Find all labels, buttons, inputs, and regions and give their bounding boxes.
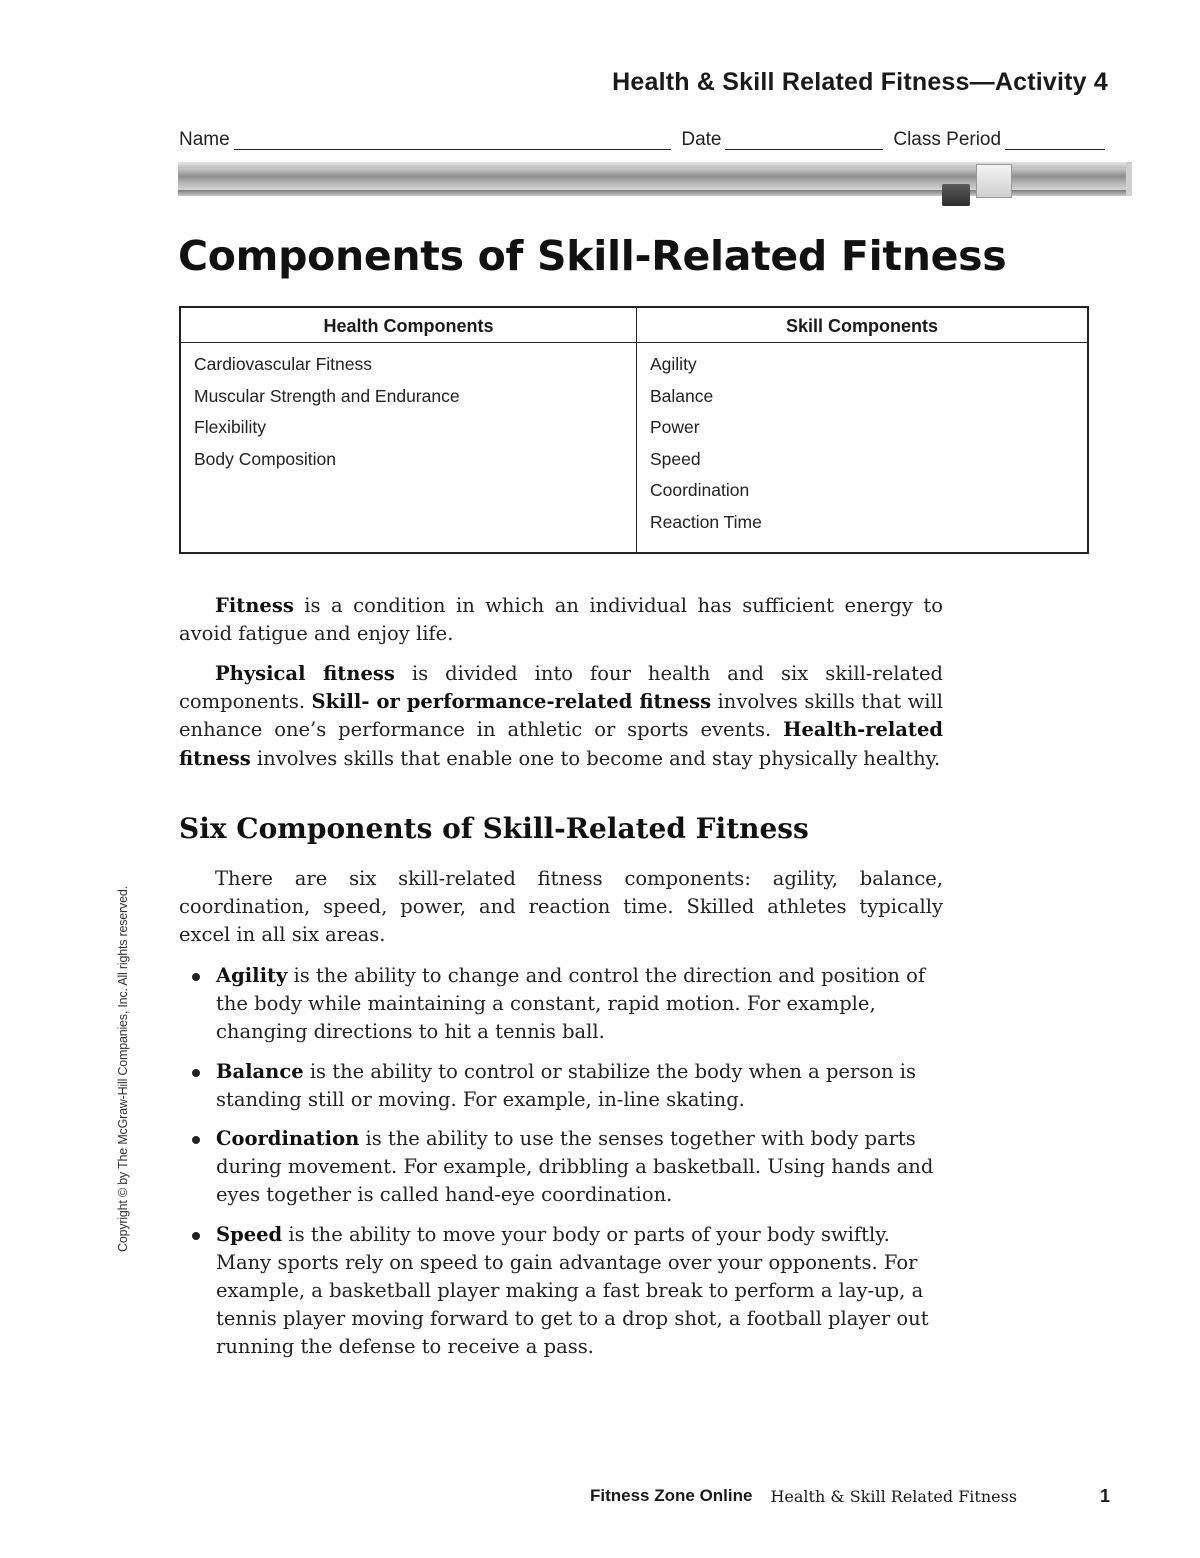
skill-components-column bbox=[637, 308, 1087, 552]
bullet-term: Agility bbox=[216, 964, 288, 987]
health-component-item: Cardiovascular Fitness bbox=[194, 354, 372, 374]
bullet-dot-icon bbox=[192, 973, 200, 981]
skill-components-list bbox=[637, 343, 1087, 539]
health-components-header: Health Components bbox=[181, 308, 636, 343]
skill-component-item: Reaction Time bbox=[650, 511, 762, 532]
date-field[interactable] bbox=[725, 131, 883, 150]
class-period-label: Class Period bbox=[893, 129, 1002, 150]
health-component-item: Muscular Strength and Endurance bbox=[194, 385, 460, 406]
bullet-term: Coordination bbox=[216, 1127, 360, 1151]
bullet-dot-icon bbox=[192, 1232, 200, 1240]
fitness-term: Fitness bbox=[215, 594, 294, 617]
bullet-item bbox=[190, 1221, 950, 1362]
skill-component-item: Balance bbox=[650, 385, 714, 406]
bullet-item bbox=[190, 1058, 950, 1114]
skill-related-term: Skill- or performance-related fitness bbox=[311, 690, 712, 714]
student-info-line bbox=[179, 124, 1105, 150]
bullet-text: is the ability to change and control the direction and position of the body while maintaining a constant, rapid motion. For example, changing directions to hit a tennis ball. bbox=[216, 964, 926, 1044]
skill-component-item: Power bbox=[650, 417, 700, 438]
skill-components-header: Skill Components bbox=[637, 308, 1087, 343]
bullet-term: Speed bbox=[216, 1222, 283, 1246]
page-title: Components of Skill-Related Fitness bbox=[178, 232, 1007, 280]
bullet-text: is the ability to use the senses together with body parts during movement. For example, dribbling a basketball. Using hands and eyes together is called hand-eye coordination. bbox=[216, 1127, 934, 1207]
footer-brand: Fitness Zone Online bbox=[590, 1486, 753, 1505]
page-number: 1 bbox=[1099, 1485, 1110, 1506]
footer-subject: Health & Skill Related Fitness bbox=[770, 1486, 1018, 1506]
section-heading: Six Components of Skill-Related Fitness bbox=[179, 812, 809, 845]
bullet-dot-icon bbox=[192, 1136, 200, 1144]
health-components-column bbox=[181, 308, 637, 552]
bullet-dot-icon bbox=[192, 1069, 200, 1077]
activity-title: Health & Skill Related Fitness—Activity 4 bbox=[612, 68, 1108, 96]
section-intro-paragraph: There are six skill-related fitness components: agility, balance, coordination, speed, power, and reaction time. Skilled athletes typically excel in all six areas. bbox=[179, 867, 943, 947]
skill-components-bullet-list bbox=[190, 962, 950, 1373]
fitness-definition-paragraph: Fitness is a condition in which an individual has sufficient energy to avoid fatigue and enjoy life. bbox=[179, 594, 943, 646]
skill-component-item: Speed bbox=[650, 448, 701, 469]
bullet-text: is the ability to move your body or parts of your body swiftly. Many sports rely on speed to gain advantage over your opponents. For example, a basketball player making a fast break to perform a lay-up, a tennis player moving forward to get to a drop shot, a football player out running the defense to receive a pass. bbox=[216, 1222, 929, 1359]
bullet-text: is the ability to control or stabilize the body when a person is standing still or moving. For example, in-line skating. bbox=[216, 1059, 917, 1111]
name-field[interactable] bbox=[234, 131, 672, 150]
health-component-item: Body Composition bbox=[194, 448, 337, 469]
copyright-text: Copyright © by The McGraw-Hill Companies, Inc. All rights reserved. bbox=[116, 886, 130, 1252]
bullet-item bbox=[190, 962, 950, 1047]
name-label: Name bbox=[179, 129, 230, 150]
date-label: Date bbox=[681, 129, 722, 150]
class-period-field[interactable] bbox=[1005, 131, 1105, 150]
physical-fitness-paragraph: Physical fitness is divided into four health and six skill-related components. Skill- or performance-related fitness involves skills that will enhance one’s performance in athletic or sports events. Health-related fitness involves skills that enable one to become and stay physically healthy. bbox=[179, 662, 943, 770]
page-footer bbox=[590, 1484, 1110, 1508]
decorative-header-bar bbox=[178, 162, 1130, 214]
bullet-item bbox=[190, 1125, 950, 1210]
physical-fitness-term: Physical fitness bbox=[215, 662, 395, 685]
components-table bbox=[179, 306, 1089, 554]
skill-component-item: Agility bbox=[650, 354, 697, 374]
health-related-term: Health-related fitness bbox=[179, 718, 943, 770]
bullet-term: Balance bbox=[216, 1059, 304, 1083]
skill-component-item: Coordination bbox=[650, 480, 750, 501]
copyright-notice bbox=[114, 886, 134, 1252]
health-component-item: Flexibility bbox=[194, 417, 266, 438]
health-components-list bbox=[181, 343, 636, 475]
